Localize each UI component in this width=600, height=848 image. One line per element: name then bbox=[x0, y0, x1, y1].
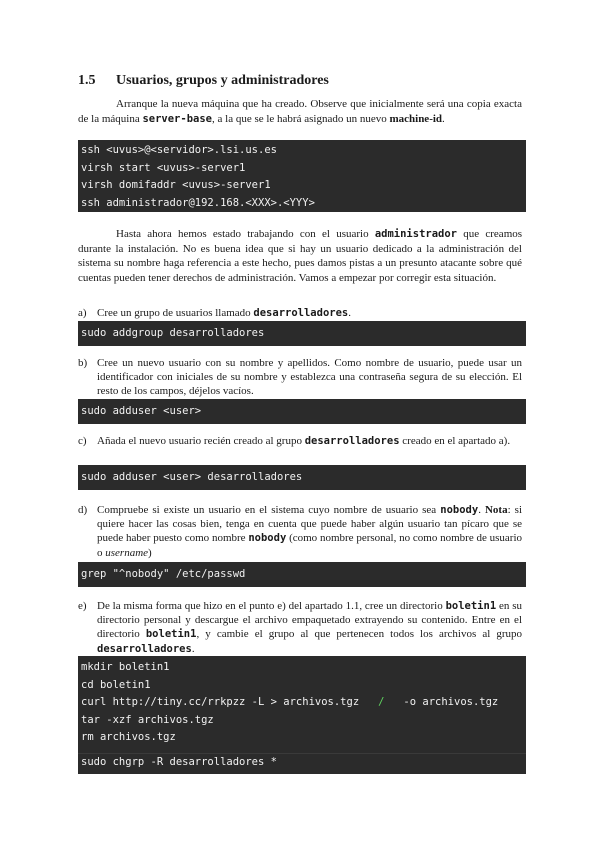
section-heading bbox=[78, 73, 329, 89]
code-line: sudo chgrp -R desarrolladores * bbox=[78, 753, 526, 772]
list-item-d: d) Compruebe si existe un usuario en el sistema cuyo nombre de usuario sea nobody. Nota: si quiere hacer las cosas bien, tenga en cuenta que puede haber algún usuario tan pícaro que se puede haber puesto como nombre nobody (como nombre personal, no como nombre de usuario o username) bbox=[78, 504, 523, 559]
inline-code-server-base: server-base bbox=[142, 112, 212, 125]
code-block-adduser-group bbox=[78, 465, 526, 490]
code-line: cd boletin1 bbox=[81, 678, 151, 691]
list-item-a: a) Cree un grupo de usuarios llamado desarrolladores. bbox=[78, 307, 351, 319]
code-line: rm archivos.tgz bbox=[81, 731, 176, 744]
inline-code-administrador: administrador bbox=[374, 228, 458, 240]
code-block-addgroup bbox=[78, 321, 526, 346]
code-line: ssh <uvus>@<servidor>.lsi.us.es bbox=[81, 144, 277, 156]
list-item-c: c) Añada el nuevo usuario recién creado al grupo desarrolladores creado en el apartado a). bbox=[78, 435, 511, 447]
list-item-e: e) De la misma forma que hizo en el punto e) del apartado 1.1, cree un directorio boletin1 en su directorio personal y descargue el archivo empaquetado extrayendo su contenido. Entre en el directorio boletin1, y cambie el grupo al que pertenecen todos los archivos al grupo desarrolladores. bbox=[78, 600, 523, 655]
code-line: sudo adduser <user> bbox=[81, 405, 202, 417]
machine-id-term: machine-id bbox=[389, 112, 443, 125]
code-line: curl http://tiny.cc/rrkpzz -L > archivos.tgz / -o archivos.tgz bbox=[81, 696, 499, 709]
code-line: ssh administrador@192.168.<XXX>.<YYY> bbox=[81, 196, 315, 209]
code-block-adduser bbox=[78, 399, 526, 424]
intro-paragraph: Arranque la nueva máquina que ha creado. Observe que inicialmente será una copia exacta de la máquina server-base, a la que se le habrá asignado un nuevo machine-id. bbox=[78, 98, 522, 125]
code-line: virsh start <uvus>-server1 bbox=[81, 161, 246, 174]
section-title: Usuarios, grupos y administradores bbox=[116, 73, 329, 88]
code-block-connect bbox=[78, 140, 526, 212]
code-block-grep bbox=[78, 562, 526, 587]
code-line: grep "^nobody" /etc/passwd bbox=[81, 568, 246, 580]
code-block-download bbox=[78, 656, 526, 774]
code-line: mkdir boletin1 bbox=[81, 661, 170, 673]
admin-paragraph: Hasta ahora hemos estado trabajando con el usuario administrador que creamos durante la instalación. No es buena idea que si hay un usuario dedicado a la administración del sistema su nombre haga referencia a este hecho, pues damos pistas a un presunto atacante sobre qué cuentas pueden tener derechos de administración. Vamos a empezar por corregir esta situación. bbox=[78, 228, 523, 284]
code-line: sudo adduser <user> desarrolladores bbox=[81, 471, 303, 483]
code-line: tar -xzf archivos.tgz bbox=[81, 713, 214, 726]
section-number: 1.5 bbox=[78, 73, 96, 88]
list-item-b: b) Cree un nuevo usuario con su nombre y apellidos. Como nombre de usuario, puede usar un identificador con iniciales de su nombre y establezca una contraseña segura de su elección. El resto de los campos, déjelos vacíos. bbox=[78, 357, 522, 398]
code-line: virsh domifaddr <uvus>-server1 bbox=[81, 179, 271, 192]
code-line: sudo addgroup desarrolladores bbox=[81, 327, 265, 339]
